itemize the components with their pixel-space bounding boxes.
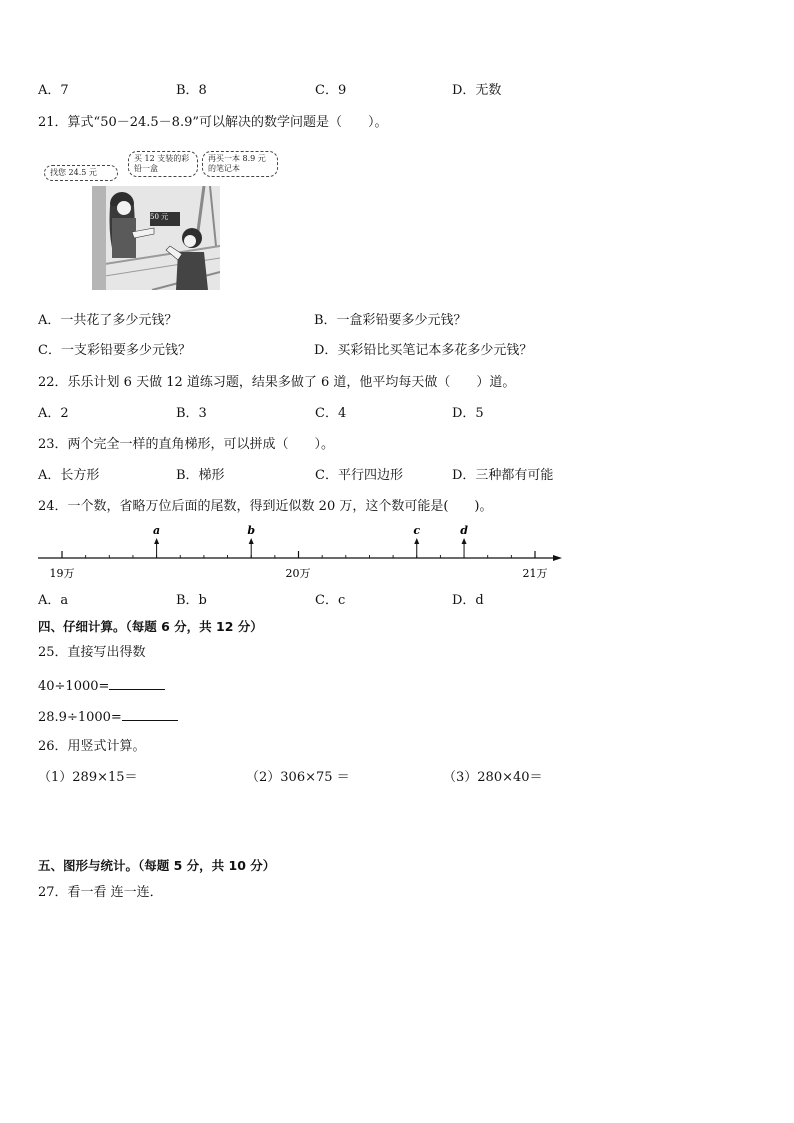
speech-bubble-pencils: 买 12 支装的彩铅一盒 (128, 151, 198, 177)
q27-stem: 27．看一看 连一连． (38, 885, 163, 900)
q20-option-b[interactable]: B．8 (176, 83, 207, 98)
q23-option-a[interactable]: A．长方形 (38, 468, 100, 483)
q25-expression-1: 40÷1000= (38, 679, 110, 694)
speech-bubble-notebook: 再买一本 8.9 元的笔记本 (202, 151, 278, 177)
point-arrowhead-d (462, 538, 467, 544)
section-5-title: 五、图形与统计。（每题 5 分，共 10 分） (38, 858, 276, 873)
q22-option-a[interactable]: A．2 (38, 406, 69, 421)
q21-option-b[interactable]: B．一盒彩铅要多少元钱？ (314, 313, 467, 328)
tick-label-19: 19万 (49, 567, 75, 580)
q25-answer-blank-2[interactable] (122, 708, 178, 721)
board-price: 50 元 (150, 213, 169, 221)
q26-stem: 26．用竖式计算。 (38, 739, 146, 754)
q22-option-b[interactable]: B．3 (176, 406, 207, 421)
q22-stem: 22．乐乐计划 6 天做 12 道练习题，结果多做了 6 道，他平均每天做（ ）道。 (38, 375, 516, 390)
q25-stem: 25．直接写出得数 (38, 645, 146, 660)
q25-item-1 (38, 677, 165, 695)
point-label-c: c (413, 524, 421, 537)
point-arrowhead-a (154, 538, 159, 544)
point-label-d: d (460, 524, 468, 537)
number-line (0, 520, 794, 582)
q22-option-c[interactable]: C．4 (315, 406, 347, 421)
q23-option-d[interactable]: D．三种都有可能 (452, 468, 554, 483)
q24-option-a[interactable]: A．a (38, 593, 69, 608)
shop-scene-image (92, 186, 220, 290)
q21-stem: 21．算式“50－24.5－8.9”可以解决的数学问题是（ ）。 (38, 115, 388, 130)
q24-stem: 24．一个数，省略万位后面的尾数，得到近似数 20 万，这个数可能是( )。 (38, 499, 493, 514)
q25-expression-2: 28.9÷1000= (38, 710, 122, 725)
speech-bubble-change: 找您 24.5 元 (44, 165, 118, 181)
q23-option-b[interactable]: B．梯形 (176, 468, 225, 483)
point-label-b: b (247, 524, 256, 537)
section-4-title: 四、仔细计算。（每题 6 分，共 12 分） (38, 619, 263, 634)
number-line-arrow (553, 555, 562, 561)
q21-option-c[interactable]: C．一支彩铅要多少元钱？ (38, 343, 191, 358)
tick-label-21: 21万 (522, 567, 548, 580)
q20-option-c[interactable]: C．9 (315, 83, 347, 98)
point-arrowhead-c (414, 538, 419, 544)
q26-item-3: （3）280×40＝ (443, 770, 543, 785)
q24-option-c[interactable]: C．c (315, 593, 346, 608)
point-arrowhead-b (249, 538, 254, 544)
point-label-a: a (153, 524, 161, 537)
q20-option-a[interactable]: A．7 (38, 83, 69, 98)
q20-option-d[interactable]: D．无数 (452, 83, 502, 98)
q25-answer-blank-1[interactable] (109, 677, 165, 690)
q21-option-d[interactable]: D．买彩铅比买笔记本多花多少元钱？ (314, 343, 533, 358)
tick-label-20: 20万 (285, 567, 311, 580)
q26-item-2: （2）306×75 ＝ (246, 770, 350, 785)
q24-option-b[interactable]: B．b (176, 593, 207, 608)
q21-option-a[interactable]: A．一共花了多少元钱？ (38, 313, 178, 328)
q26-item-1: （1）289×15＝ (38, 770, 138, 785)
q24-option-d[interactable]: D．d (452, 593, 484, 608)
q22-option-d[interactable]: D．5 (452, 406, 484, 421)
q25-item-2 (38, 708, 178, 726)
q23-stem: 23．两个完全一样的直角梯形，可以拼成（ ）。 (38, 437, 335, 452)
q23-option-c[interactable]: C．平行四边形 (315, 468, 403, 483)
